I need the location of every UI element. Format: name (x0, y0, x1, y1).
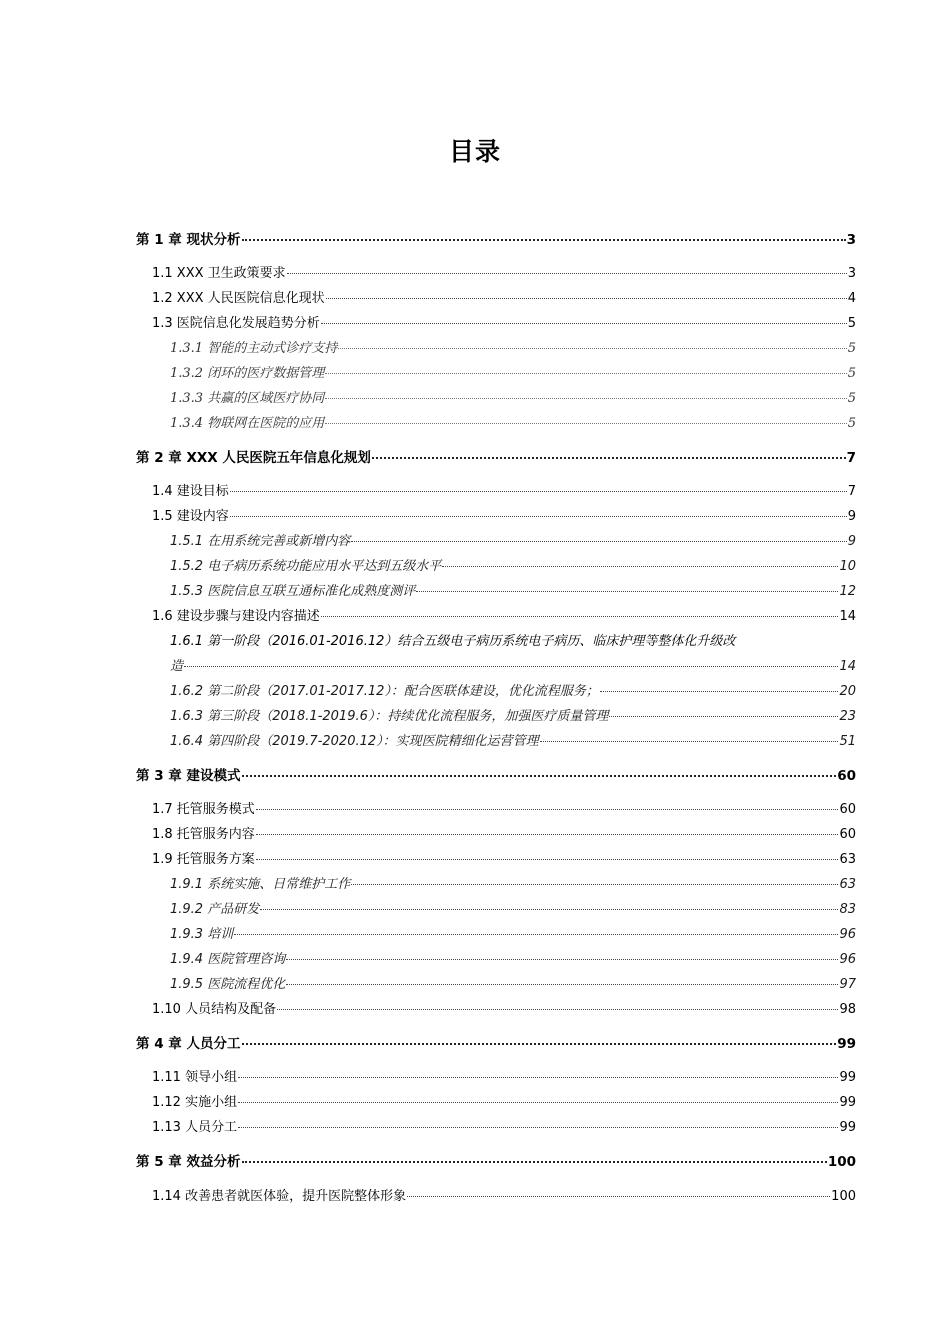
toc-page-number: 60 (837, 768, 856, 784)
toc-page-number: 60 (839, 802, 856, 817)
toc-section-entry[interactable] (170, 973, 856, 992)
toc-entry-label: 1.13 人员分工 (152, 1120, 238, 1135)
toc-section-entry[interactable] (152, 287, 856, 306)
toc-entry-label: 1.3.3 共赢的区域医疗协同 (170, 391, 325, 406)
toc-section-entry[interactable] (152, 1185, 856, 1204)
toc-page-number: 98 (839, 1002, 856, 1017)
toc-entry-label: 1.1 XXX 卫生政策要求 (152, 266, 286, 281)
toc-page-number: 100 (831, 1189, 856, 1204)
leader-dots (242, 225, 846, 241)
leader-dots (230, 502, 847, 517)
toc-section-entry[interactable] (152, 505, 856, 524)
toc-entry-label: 第 5 章 效益分析 (136, 1154, 241, 1170)
toc-page-number: 14 (839, 609, 856, 624)
toc-page-number: 51 (839, 734, 856, 749)
leader-dots (242, 761, 837, 777)
toc-title: 目录 (448, 137, 501, 166)
toc-chapter-entry[interactable] (136, 446, 856, 466)
toc-page-number: 3 (846, 232, 856, 248)
toc-page-number: 5 (847, 316, 856, 331)
toc-section-entry[interactable] (170, 337, 856, 356)
toc-entry-label: 1.3 医院信息化发展趋势分析 (152, 316, 320, 331)
toc-entry-label: 第 2 章 XXX 人民医院五年信息化规划 (136, 450, 371, 466)
toc-page-number: 99 (839, 1120, 856, 1135)
toc-entry-label: 1.7 托管服务模式 (152, 802, 255, 817)
leader-dots (242, 1029, 837, 1045)
toc-entry-label: 1.14 改善患者就医体验，提升医院整体形象 (152, 1189, 407, 1204)
leader-dots (242, 1147, 827, 1163)
toc-page-number: 12 (839, 584, 856, 599)
toc-chapter-entry[interactable] (136, 228, 856, 248)
leader-dots (325, 359, 847, 374)
toc-section-entry[interactable] (170, 580, 856, 599)
toc-section-entry[interactable] (170, 730, 856, 749)
leader-dots (351, 527, 847, 542)
toc-page-number: 100 (827, 1154, 856, 1170)
toc-entry-label: 1.6.3 第三阶段（2018.1-2019.6）：持续优化流程服务，加强医疗质量管理 (170, 709, 609, 724)
toc-entry-label: 1.9.1 系统实施、日常维护工作 (170, 877, 351, 892)
toc-section-entry[interactable] (152, 480, 856, 499)
toc-page-number: 97 (839, 977, 856, 992)
toc-chapter-entry[interactable] (136, 1150, 856, 1170)
toc-entry-label: 造 (170, 659, 184, 674)
toc-entry-label: 1.11 领导小组 (152, 1070, 238, 1085)
toc-section-entry[interactable] (170, 655, 856, 674)
toc-page-number: 63 (839, 877, 856, 892)
toc-entry-label: 第 4 章 人员分工 (136, 1036, 241, 1052)
toc-page-number: 9 (847, 534, 856, 549)
leader-dots (325, 409, 847, 424)
toc-entry-label: 1.9.3 培训 (170, 927, 234, 942)
leader-dots (326, 284, 847, 299)
leader-dots (407, 1182, 830, 1197)
toc-page-number: 5 (847, 366, 856, 381)
leader-dots (256, 820, 839, 835)
toc-section-entry[interactable] (170, 680, 856, 699)
toc-section-entry[interactable] (152, 605, 856, 624)
toc-section-entry[interactable] (152, 1116, 856, 1135)
leader-dots (325, 384, 847, 399)
toc-section-entry[interactable] (152, 312, 856, 331)
toc-section-entry[interactable] (152, 823, 856, 842)
leader-dots (238, 1063, 838, 1078)
leader-dots (600, 677, 839, 692)
toc-entry-label: 1.5 建设内容 (152, 509, 229, 524)
toc-section-entry[interactable] (170, 362, 856, 381)
leader-dots (287, 259, 847, 274)
toc-chapter-entry[interactable] (136, 764, 856, 784)
toc-page-number: 96 (839, 952, 856, 967)
toc-entry-label: 1.9.4 医院管理咨询 (170, 952, 286, 967)
toc-entry-label: 1.8 托管服务内容 (152, 827, 255, 842)
toc-entry-label: 1.5.3 医院信息互联互通标准化成熟度测评 (170, 584, 416, 599)
toc-entry-label: 1.5.1 在用系统完善或新增内容 (170, 534, 351, 549)
toc-section-entry[interactable] (152, 848, 856, 867)
toc-page-number: 5 (847, 391, 856, 406)
leader-dots (321, 602, 839, 617)
toc-entry-label[interactable]: 1.6.1 第一阶段（2016.01-2016.12）结合五级电子病历系统电子病历、临床护理等整体化升级改 (170, 634, 736, 649)
leader-dots (372, 443, 846, 459)
toc-page-number: 23 (839, 709, 856, 724)
leader-dots (234, 920, 838, 935)
toc-section-entry[interactable] (170, 530, 856, 549)
leader-dots (238, 1113, 838, 1128)
leader-dots (286, 945, 838, 960)
toc-section-entry[interactable] (152, 1091, 856, 1110)
toc-section-entry[interactable] (152, 798, 856, 817)
toc-entry-label: 1.6.4 第四阶段（2019.7-2020.12）：实现医院精细化运营管理 (170, 734, 539, 749)
toc-entry-label: 1.9.2 产品研发 (170, 902, 260, 917)
leader-dots (230, 477, 847, 492)
toc-entry-label: 1.3.4 物联网在医院的应用 (170, 416, 325, 431)
toc-entry-label: 1.9 托管服务方案 (152, 852, 255, 867)
toc-section-entry[interactable] (170, 898, 856, 917)
leader-dots (256, 845, 839, 860)
toc-entry-label: 第 1 章 现状分析 (136, 232, 241, 248)
toc-section-entry[interactable] (170, 873, 856, 892)
toc-page-number: 99 (837, 1036, 856, 1052)
leader-dots (338, 334, 847, 349)
toc-entry-label: 1.2 XXX 人民医院信息化现状 (152, 291, 325, 306)
leader-dots (184, 652, 838, 667)
leader-dots (351, 870, 838, 885)
toc-section-entry[interactable] (152, 262, 856, 281)
toc-page-number: 99 (839, 1070, 856, 1085)
toc-entry-label: 1.6.2 第二阶段（2017.01-2017.12）：配合医联体建设，优化流程服务； (170, 684, 599, 699)
leader-dots (540, 727, 839, 742)
toc-entry-label: 1.12 实施小组 (152, 1095, 238, 1110)
toc-page-number: 5 (847, 341, 856, 356)
toc-page-number: 7 (846, 450, 856, 466)
toc-page-number: 20 (839, 684, 856, 699)
leader-dots (238, 1088, 838, 1103)
toc-page-number: 96 (839, 927, 856, 942)
leader-dots (416, 577, 838, 592)
toc-page-number: 99 (839, 1095, 856, 1110)
toc-section-entry[interactable] (170, 923, 856, 942)
toc-section-entry[interactable] (152, 998, 856, 1017)
toc-page-number: 83 (839, 902, 856, 917)
toc-section-entry[interactable] (170, 412, 856, 431)
leader-dots (256, 795, 839, 810)
toc-chapter-entry[interactable] (136, 1032, 856, 1052)
toc-page-number: 5 (847, 416, 856, 431)
toc-page-number: 10 (839, 559, 856, 574)
toc-entry-label: 1.4 建设目标 (152, 484, 229, 499)
toc-section-entry[interactable] (152, 1066, 856, 1085)
toc-entry-label: 1.3.2 闭环的医疗数据管理 (170, 366, 325, 381)
toc-page-number: 9 (847, 509, 856, 524)
leader-dots (609, 702, 838, 717)
leader-dots (321, 309, 847, 324)
toc-entry-label: 1.9.5 医院流程优化 (170, 977, 286, 992)
leader-dots (442, 552, 838, 567)
leader-dots (286, 970, 838, 985)
toc-entry-label: 1.6 建设步骤与建设内容描述 (152, 609, 320, 624)
toc-section-entry[interactable] (170, 705, 856, 724)
toc-page-number: 4 (847, 291, 856, 306)
toc-page-number: 14 (839, 659, 856, 674)
toc-section-entry[interactable] (170, 387, 856, 406)
toc-section-entry[interactable] (170, 948, 856, 967)
toc-section-entry[interactable] (170, 555, 856, 574)
toc-entry-label: 第 3 章 建设模式 (136, 768, 241, 784)
toc-entry-label: 1.10 人员结构及配备 (152, 1002, 277, 1017)
toc-page-number: 7 (847, 484, 856, 499)
leader-dots (277, 995, 838, 1010)
toc-page-number: 3 (847, 266, 856, 281)
toc-page-number: 63 (839, 852, 856, 867)
toc-entry-label: 1.5.2 电子病历系统功能应用水平达到五级水平 (170, 559, 442, 574)
toc-page-number: 60 (839, 827, 856, 842)
leader-dots (260, 895, 838, 910)
toc-entry-label: 1.3.1 智能的主动式诊疗支持 (170, 341, 338, 356)
